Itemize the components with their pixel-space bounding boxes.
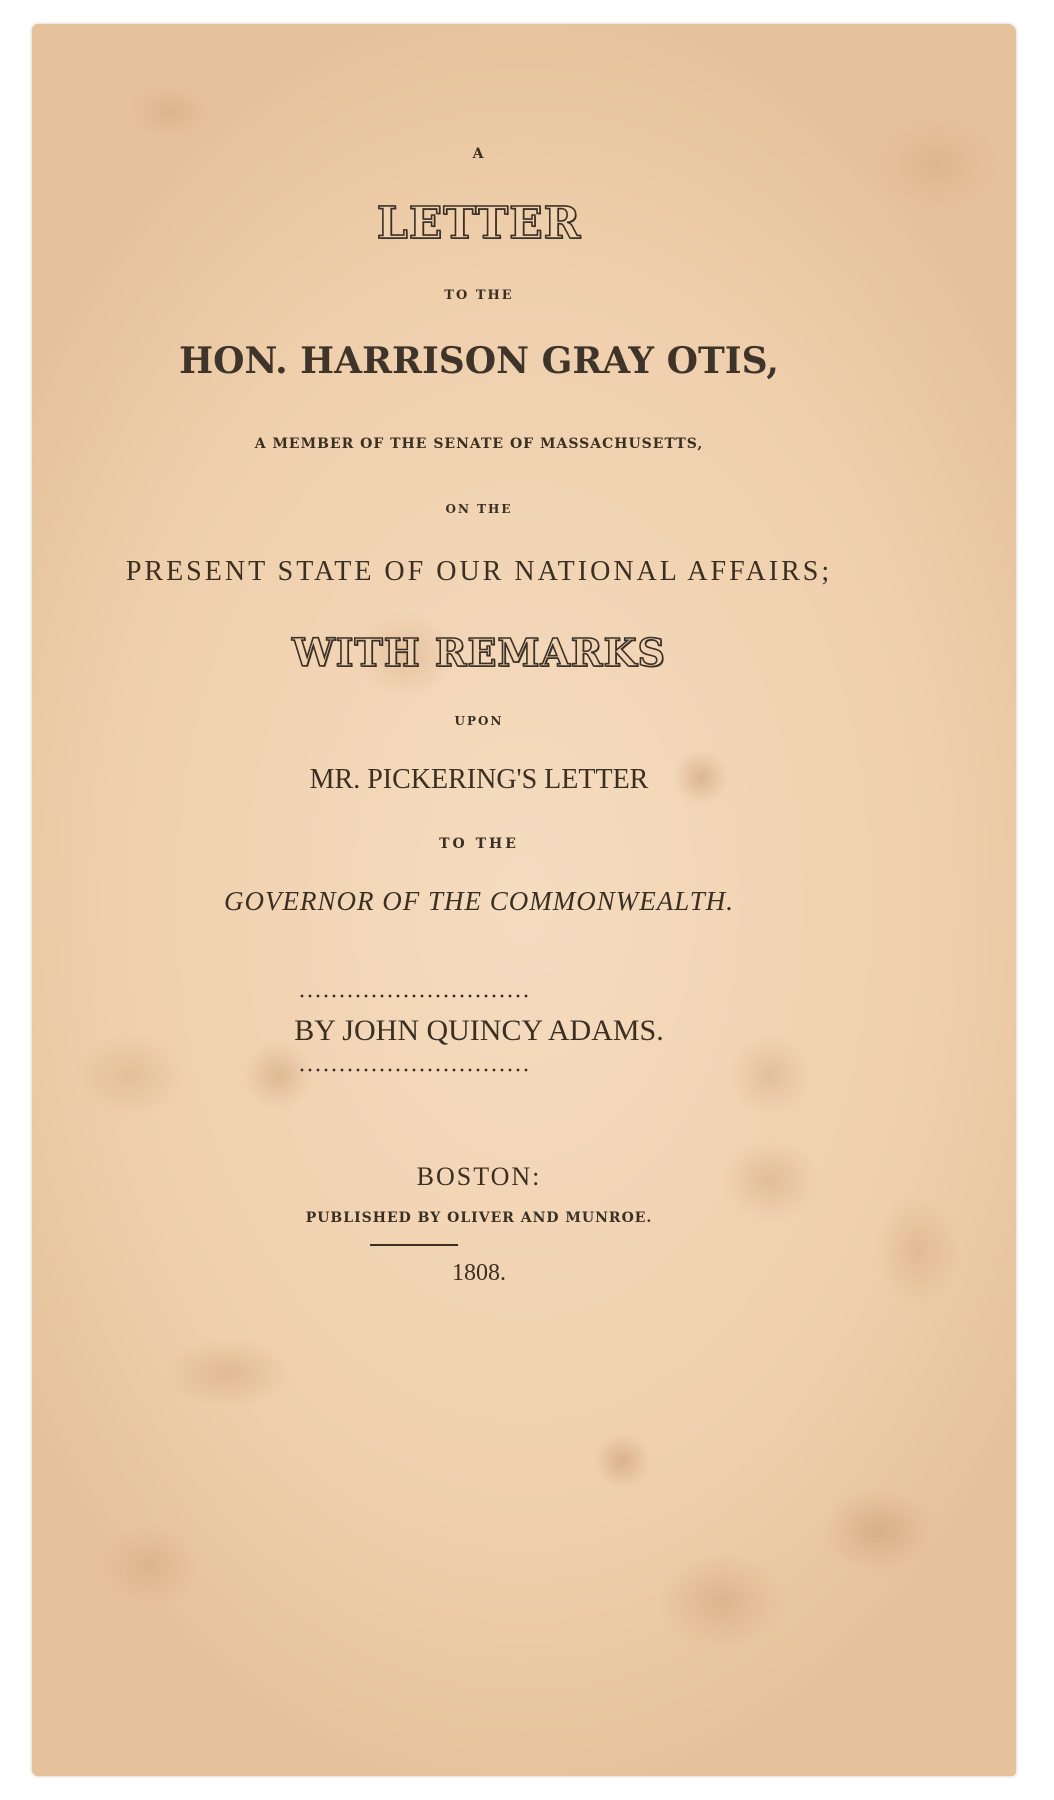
title-page (32, 24, 1016, 1776)
to-the-line-2: TO THE (439, 836, 519, 852)
dotted-rule-bottom (298, 1068, 530, 1072)
dotted-rule-top (298, 994, 530, 998)
recipient-role: A MEMBER OF THE SENATE OF MASSACHUSETTS, (254, 436, 704, 452)
publication-year: 1808. (452, 1260, 506, 1286)
pickering-letter-line: MR. PICKERING'S LETTER (309, 764, 649, 795)
subject-line: PRESENT STATE OF OUR NATIONAL AFFAIRS; (125, 556, 833, 587)
main-title: LETTER (376, 198, 582, 249)
article-a: A (472, 146, 486, 162)
on-the-line: ON THE (445, 502, 513, 516)
governor-line: GOVERNOR OF THE COMMONWEALTH. (224, 886, 734, 916)
recipient-name: HON. HARRISON GRAY OTIS, (179, 340, 779, 382)
with-remarks-heading: WITH REMARKS (291, 630, 666, 675)
upon-line: UPON (454, 714, 504, 728)
place-of-publication: BOSTON: (416, 1162, 542, 1191)
to-the-line-1: TO THE (444, 288, 514, 303)
author-line: BY JOHN QUINCY ADAMS. (294, 1014, 664, 1047)
short-rule (370, 1244, 458, 1246)
publisher-line: PUBLISHED BY OLIVER AND MUNROE. (305, 1210, 653, 1226)
